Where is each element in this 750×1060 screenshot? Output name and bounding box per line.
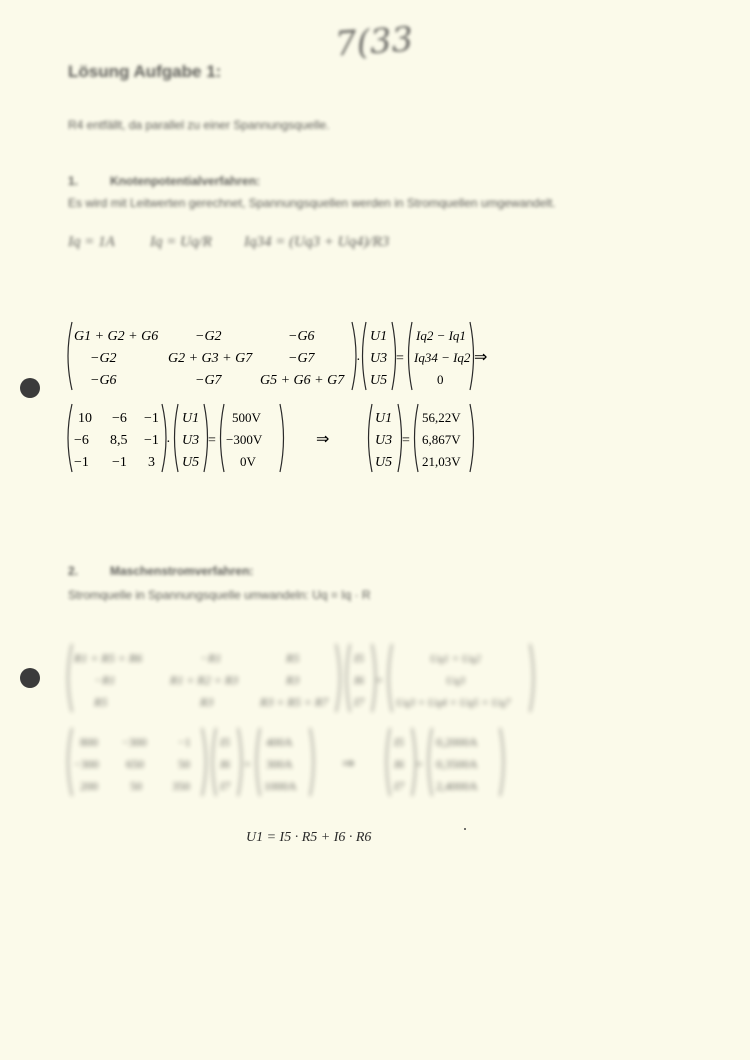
- matrix3-equation: [60, 640, 540, 716]
- m2-r2c2: 3: [148, 455, 155, 470]
- m2-res2: 21,03V: [422, 454, 461, 469]
- m1-u1: U3: [370, 351, 388, 366]
- m2-r0c2: −1: [144, 411, 159, 426]
- m3-i2: I7: [354, 695, 364, 709]
- svg-text:=: =: [208, 433, 216, 448]
- m1-rhs2: 0: [437, 372, 444, 387]
- m3-rhs1: Uq3: [446, 675, 465, 687]
- m1-r0c0: G1 + G2 + G6: [74, 329, 159, 344]
- punch-hole-top: [20, 378, 40, 398]
- section2-number: 2.: [68, 564, 79, 578]
- section2-header: [68, 562, 253, 580]
- m4-r1c0: −300: [74, 757, 99, 771]
- section1-heading: Knotenpotentialverfahren:: [110, 174, 261, 188]
- section1-text: Es wird mit Leitwerten gerechnet, Spannungsquellen werden in Stromquellen umgewandelt.: [68, 196, 556, 210]
- m1-r1c0: −G2: [90, 351, 117, 366]
- m1-rhs1: Iq34 − Iq2: [414, 350, 471, 365]
- punch-hole-bottom: [20, 668, 40, 688]
- svg-text:=: =: [416, 757, 423, 771]
- m1-u2: U5: [370, 373, 388, 388]
- m2-res-u0: U1: [375, 411, 393, 426]
- m2-res-u2: U5: [375, 455, 393, 470]
- m4-r1c2: 50: [178, 757, 190, 771]
- section2-text: Stromquelle in Spannungsquelle umwandeln: Uq = Iq · R: [68, 588, 371, 602]
- section1-formula-3: Iq34 = (Uq3 + Uq4)/R3: [244, 234, 390, 250]
- m3-r2c0: R5: [94, 695, 108, 709]
- m2-u1: U3: [182, 433, 200, 448]
- svg-text:·: ·: [166, 435, 171, 450]
- m3-r0c2: R5: [286, 651, 300, 665]
- m1-u0: U1: [370, 329, 388, 344]
- handwritten-note: 7(33: [333, 19, 415, 65]
- m3-r1c1: R1 + R2 + R3: [170, 673, 239, 687]
- m2-r2c1: −1: [112, 455, 127, 470]
- svg-text:=: =: [244, 757, 251, 771]
- m4-r2c0: 200: [80, 779, 98, 793]
- m4-rhs2: 1000A: [264, 779, 297, 793]
- m4-res-i1: I6: [394, 757, 404, 771]
- m2-rhs2: 0V: [240, 454, 256, 469]
- page-title: Lösung Aufgabe 1:: [68, 62, 222, 81]
- m3-rhs2: Uq3 + Uq4 + Uq5 + Uq7: [396, 697, 511, 709]
- m1-implies: ⇒: [474, 349, 488, 366]
- m4-res2: 2,4000A: [436, 779, 478, 793]
- m2-r1c2: −1: [144, 433, 159, 448]
- m3-r0c1: −R1: [200, 651, 222, 665]
- m1-r1c1: G2 + G3 + G7: [168, 351, 253, 366]
- section1-formula-2: Iq = Uq/R: [150, 234, 212, 250]
- m1-rhs0: Iq2 − Iq1: [416, 328, 466, 343]
- m1-r1c2: −G7: [288, 351, 315, 366]
- m2-r1c1: 8,5: [110, 433, 128, 448]
- section1-header: [68, 172, 260, 190]
- m3-r2c2: R3 + R5 + R7: [260, 695, 329, 709]
- m2-res-u1: U3: [375, 433, 393, 448]
- m3-rhs0: Uq1 + Uq2: [430, 653, 481, 665]
- m1-r2c1: −G7: [195, 373, 222, 388]
- m2-rhs1: −300V: [226, 432, 263, 447]
- m2-rhs0: 500V: [232, 410, 261, 425]
- m2-implies: ⇒: [316, 431, 330, 448]
- matrix1-equation: [60, 318, 500, 394]
- m4-res-i2: I7: [394, 779, 404, 793]
- m2-u0: U1: [182, 411, 200, 426]
- m4-res-i0: I5: [394, 735, 404, 749]
- m4-i2: I7: [220, 779, 230, 793]
- m4-res0: 0,2000A: [436, 735, 478, 749]
- m4-res1: 0,3500A: [436, 757, 478, 771]
- m2-r0c1: −6: [112, 411, 127, 426]
- intro-text: R4 entfällt, da parallel zu einer Spannungsquelle.: [68, 118, 330, 132]
- m1-r0c1: −G2: [195, 329, 222, 344]
- m2-r0c0: 10: [78, 411, 92, 426]
- m2-res1: 6,867V: [422, 432, 461, 447]
- matrix4-equation: [60, 724, 510, 800]
- m4-rhs1: 300A: [266, 757, 293, 771]
- m2-u2: U5: [182, 455, 200, 470]
- section2-heading: Maschenstromverfahren:: [110, 564, 254, 578]
- svg-text:=: =: [376, 673, 383, 687]
- m2-r1c0: −6: [74, 433, 89, 448]
- stray-dot: [464, 828, 466, 830]
- m2-res0: 56,22V: [422, 410, 461, 425]
- svg-text:=: =: [396, 351, 404, 366]
- m3-i0: I5: [354, 651, 364, 665]
- m4-r1c1: 650: [126, 757, 144, 771]
- m3-r0c0: R1 + R5 + R6: [74, 651, 143, 665]
- m4-r2c2: 350: [172, 779, 190, 793]
- m1-r0c2: −G6: [288, 329, 315, 344]
- m4-r2c1: 50: [130, 779, 142, 793]
- m3-r1c2: R3: [286, 673, 300, 687]
- m3-r2c1: R3: [200, 695, 214, 709]
- m3-r1c0: −R1: [94, 673, 116, 687]
- m3-i1: I6: [354, 673, 364, 687]
- section1-formula-1: Iq = 1A: [68, 234, 115, 250]
- m4-r0c1: −300: [122, 735, 147, 749]
- m4-i0: I5: [220, 735, 230, 749]
- m4-rhs0: 400A: [266, 735, 293, 749]
- svg-text:·: ·: [356, 353, 361, 368]
- m4-r0c2: −1: [178, 735, 191, 749]
- final-formula: U1 = I5 · R5 + I6 · R6: [246, 830, 372, 845]
- svg-text:=: =: [402, 433, 410, 448]
- m4-implies: ⇒: [342, 756, 355, 772]
- m2-r2c0: −1: [74, 455, 89, 470]
- m4-r0c0: 800: [80, 735, 98, 749]
- matrix2-equation: [60, 400, 480, 476]
- m4-i1: I6: [220, 757, 230, 771]
- section1-number: 1.: [68, 174, 79, 188]
- m1-r2c2: G5 + G6 + G7: [260, 373, 345, 388]
- m1-r2c0: −G6: [90, 373, 117, 388]
